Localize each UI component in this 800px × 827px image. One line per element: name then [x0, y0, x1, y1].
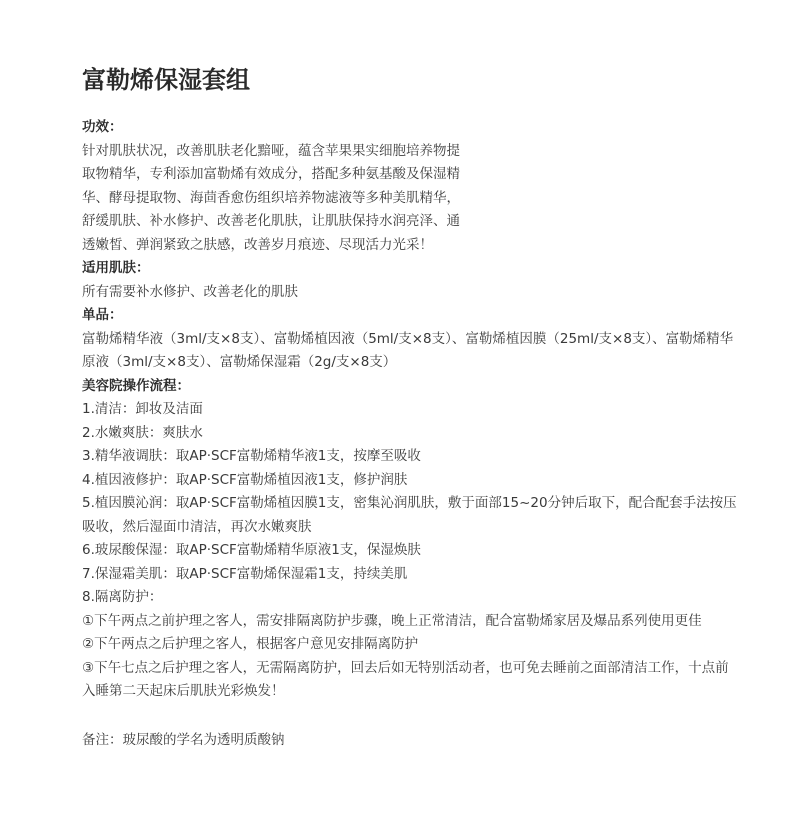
process-step: 2.水嫩爽肤：爽肤水 [82, 424, 203, 441]
skin-text: 所有需要补水修护、改善老化的肌肤 [82, 283, 298, 300]
process-sub-step: ③下午七点之后护理之客人，无需隔离防护，回去后如无特别活动者，也可免去睡前之面部清洁工作，十点前入睡第二天起床后肌肤光彩焕发！ [82, 659, 729, 699]
items-heading: 单品： [82, 307, 123, 323]
page-title: 富勒烯保湿套组 [82, 66, 250, 94]
process-step: 6.玻尿酸保湿：取AP·SCF富勒烯精华原液1支，保湿焕肤 [82, 542, 421, 558]
process-step: 8.隔离防护： [82, 589, 163, 605]
items-text: 富勒烯精华液（3ml/支×8支）、富勒烯植因液（5ml/支×8支）、富勒烯植因膜（25ml/支×8支）、富勒烯精华原液（3ml/支×8支）、富勒烯保湿霜（2g/支×8支） [82, 330, 734, 370]
document-content [82, 116, 742, 752]
process-sub-step: ①下午两点之前护理之客人，需安排隔离防护步骤，晚上正常清洁，配合富勒烯家居及爆品系列使用更佳 [82, 612, 702, 629]
process-step: 5.植因膜沁润：取AP·SCF富勒烯植因膜1支，密集沁润肌肤，敷于面部15~20分钟后取下，配合配套手法按压吸收，然后湿面巾清洁，再次水嫩爽肤 [82, 495, 737, 535]
process-heading: 美容院操作流程： [82, 377, 190, 394]
efficacy-heading: 功效： [82, 119, 123, 135]
skin-heading: 适用肌肤： [82, 260, 150, 276]
efficacy-text: 针对肌肤状况，改善肌肤老化黯哑，蕴含苹果果实细胞培养物提取物精华，专利添加富勒烯有效成分，搭配多种氨基酸及保湿精华、酵母提取物、海茴香愈伤组织培养物滤液等多种美肌精华，舒缓肌肤、补水修护、改善老化肌肤，让肌肤保持水润亮泽、通透嫩皙、弹润紧致之肤感，改善岁月痕迹、尽现活力光采！ [82, 142, 460, 253]
process-step: 7.保湿霜美肌：取AP·SCF富勒烯保湿霜1支，持续美肌 [82, 565, 408, 582]
process-step: 3.精华液调肤：取AP·SCF富勒烯精华液1支，按摩至吸收 [82, 448, 421, 464]
note-text: 备注：玻尿酸的学名为透明质酸钠 [82, 731, 285, 748]
process-sub-step: ②下午两点之后护理之客人，根据客户意见安排隔离防护 [82, 636, 419, 652]
process-step: 1.清洁：卸妆及洁面 [82, 401, 203, 417]
process-step: 4.植因液修护：取AP·SCF富勒烯植因液1支，修护润肤 [82, 471, 408, 488]
process-steps [82, 398, 742, 704]
document-page [82, 62, 742, 752]
